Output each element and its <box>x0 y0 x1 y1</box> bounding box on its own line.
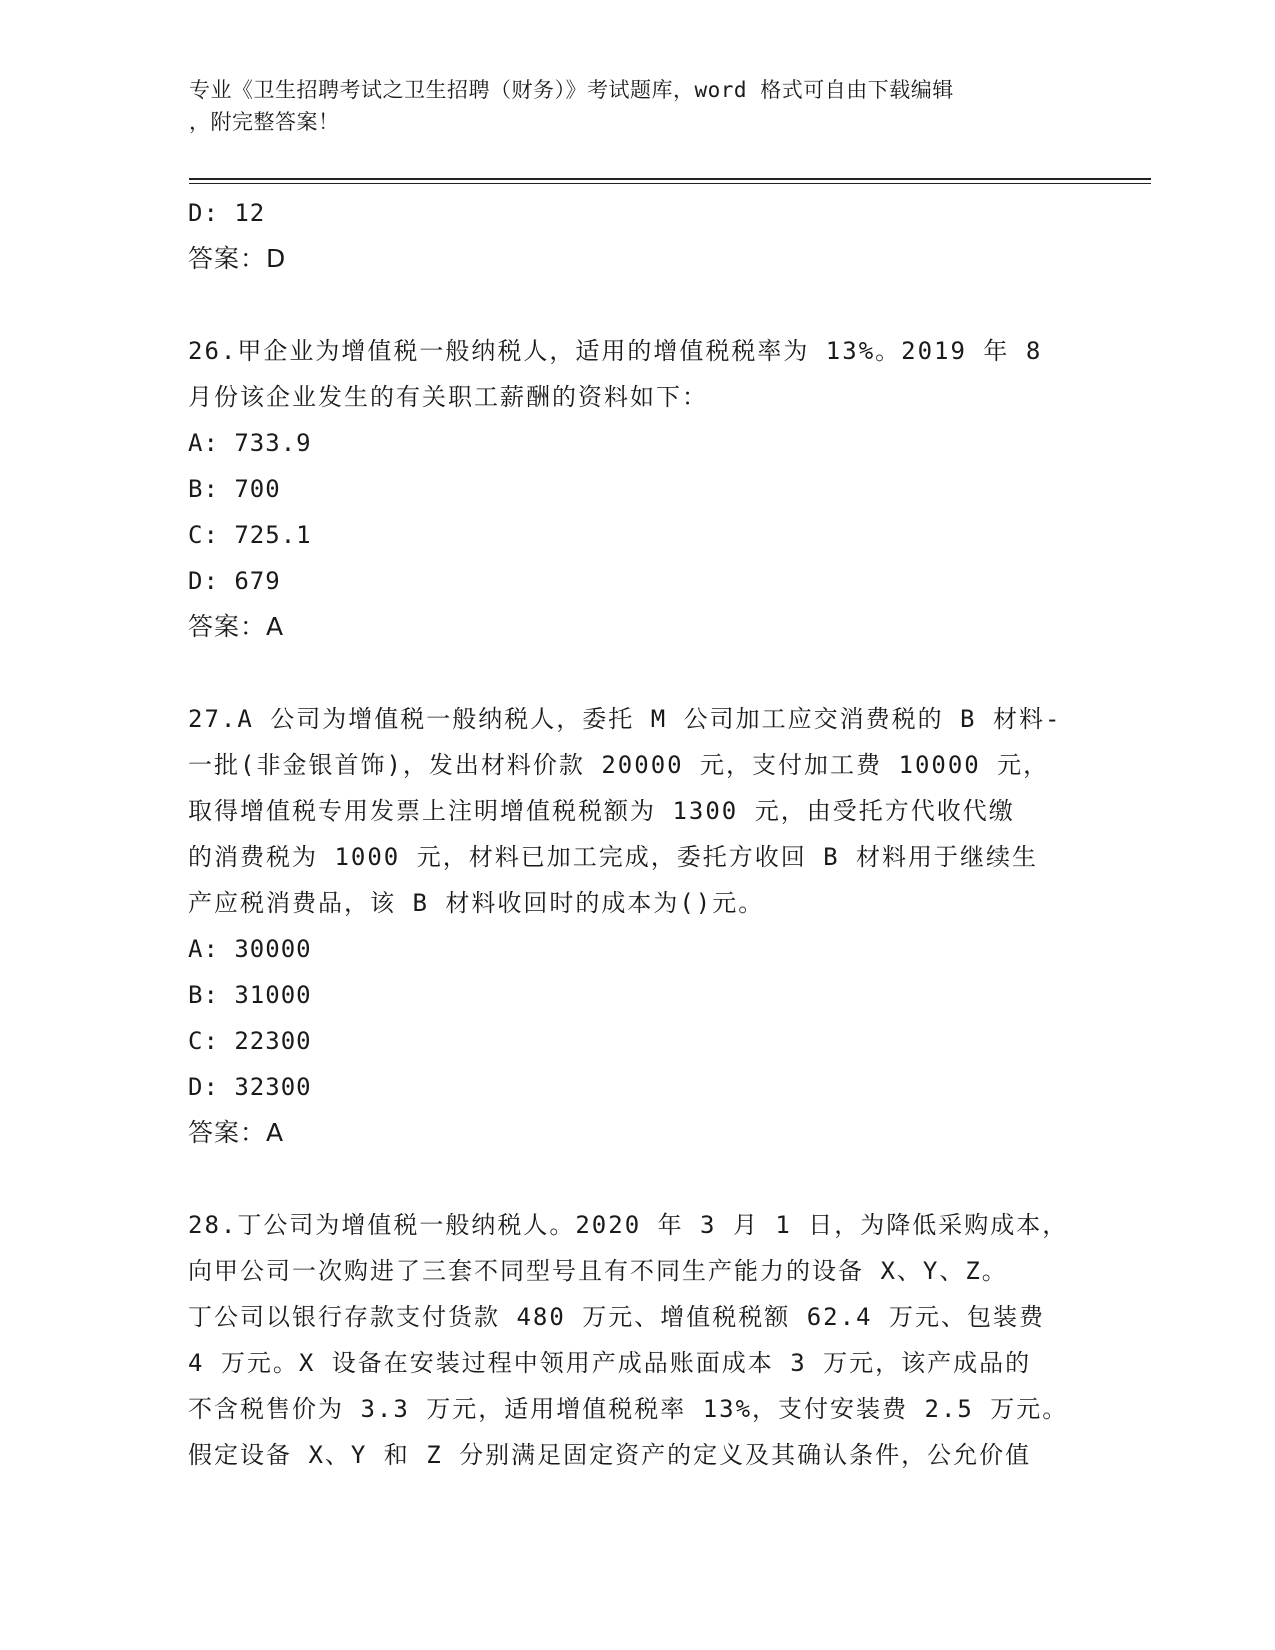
option-b: B: 700 <box>188 475 281 503</box>
option-c: C: 725.1 <box>188 521 312 549</box>
question-text: 27.A 公司为增值税一般纳税人，委托 M 公司加工应交消费税的 B 材料- 一批(非金银首饰)，发出材料价款 20000 元，支付加工费 10000 元， 取得增值税专用发票上注明增值税税额为 1300 元，由受托方代收代缴 的消费税为 1000 元，材料已加工完成，委托方收回 B 材料用于继续生 产应税消费品，该 B 材料收回时的成本为()元。 <box>188 705 1062 917</box>
question-28 <box>188 1202 1088 1478</box>
question-26 <box>188 328 1088 650</box>
question-27 <box>188 696 1088 1156</box>
question-text: 26.甲企业为增值税一般纳税人，适用的增值税税率为 13%。2019 年 8 月份该企业发生的有关职工薪酬的资料如下： <box>188 337 1043 411</box>
answer-line: 答案：D <box>188 244 287 273</box>
header-text: 专业《卫生招聘考试之卫生招聘（财务）》考试题库，word 格式可自由下载编辑 ，附完整答案！ <box>189 78 954 134</box>
answer-line: 答案：A <box>188 612 285 641</box>
option-a: A: 30000 <box>188 935 312 963</box>
answer-line: 答案：A <box>188 1118 285 1147</box>
option-d: D: 12 <box>188 199 266 227</box>
option-d: D: 679 <box>188 567 281 595</box>
page-header <box>189 74 1089 138</box>
spacer <box>188 1156 1088 1202</box>
document-body <box>188 190 1088 1478</box>
option-c: C: 22300 <box>188 1027 312 1055</box>
spacer <box>188 650 1088 696</box>
question-25-tail <box>188 190 1088 282</box>
question-text: 28.丁公司为增值税一般纳税人。2020 年 3 月 1 日，为降低采购成本， 向甲公司一次购进了三套不同型号且有不同生产能力的设备 X、Y、Z。 丁公司以银行存款支付货款 480 万元、增值税税额 62.4 万元、包装费 4 万元。X 设备在安装过程中领用产成品账面成本 3 万元，该产成品的 不含税售价为 3.3 万元，适用增值税税率 13%，支付安装费 2.5 万元。 假定设备 X、Y 和 Z 分别满足固定资产的定义及其确认条件，公允价值 <box>188 1211 1069 1469</box>
option-a: A: 733.9 <box>188 429 312 457</box>
option-b: B: 31000 <box>188 981 312 1009</box>
option-d: D: 32300 <box>188 1073 312 1101</box>
spacer <box>188 282 1088 328</box>
header-divider-thin <box>189 183 1151 184</box>
header-divider <box>189 178 1151 180</box>
